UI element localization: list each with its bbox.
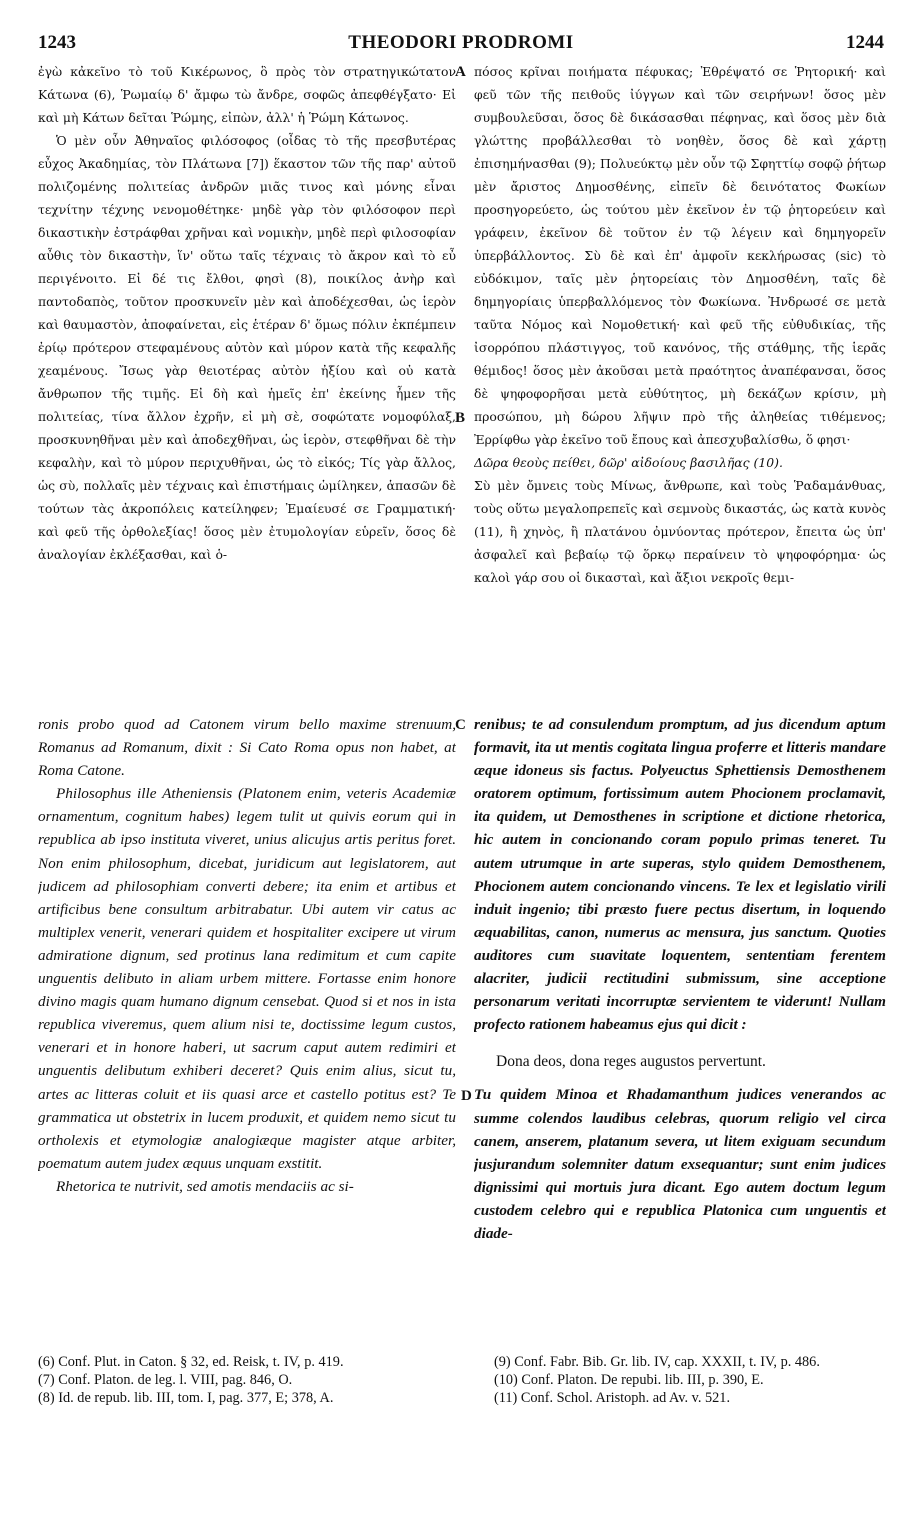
- section-marker-c: C: [455, 717, 466, 733]
- footnote-10: (10) Conf. Platon. De repubi. lib. III, p. 390, E.: [494, 1372, 764, 1388]
- greek-left-paragraph-1: ἐγὼ κἀκεῖνο τὸ τοῦ Κικέρωνος, ὃ πρὸς τὸν στρατηγικώτατον Κάτωνα (6), Ῥωμαίῳ δ' ἄμφω τὼ ἄνδρε, σοφῶς ἀπεφθέγξατο· Εἰ καὶ μὴ Κάτων δεῖται Ῥώμης, εἰπὼν, ἀλλ' ἡ Ῥώμη Κάτωνος.: [38, 64, 456, 125]
- latin-left-paragraph-1: ronis probo quod ad Catonem virum bello maxime strenuum, Romanus ad Romanum, dixit : Si Cato Roma opus non habet, at Roma Catone.: [38, 716, 456, 780]
- section-marker-a: A: [455, 64, 466, 80]
- section-marker-d: D: [461, 1088, 472, 1104]
- latin-verse-quote: Dona deos, dona reges augustos pervertunt.: [496, 1053, 766, 1071]
- greek-column-right: [474, 60, 886, 695]
- greek-verse-quote: Δῶρα θεοὺς πείθει, δῶρ' αἰδοίους βασιλῆας (10).: [474, 455, 783, 470]
- footnote-11: (11) Conf. Schol. Aristoph. ad Av. v. 521.: [494, 1390, 731, 1406]
- latin-right-paragraph: renibus; te ad consulendum promptum, ad jus dicendum aptum formavit, ita ut mentis cogitata lingua proferre et litteris mandare æque idoneus sis factus. Polyeuctus Sphettiensis Demosthenem oratorem optimum, fortissimum autem Phocionem proclamavit, ita quidem, ut Demosthenes in scriptione et dictione rhetorica, hic autem in concionando coram populo primas teneret. Tu autem utrumque in arte superas, stylo quidem Demosthenem, Phocionem autem concionando vincens. Te lex et legislatio virili induit ingenio; tibi præsto fuere pectus disertum, in loquendo æquabilitas, canon, numerus ac mensura, jus sanctum. Quoties auditores cum suavitate loquentem, sententiam ferentem alacriter, judicii rectitudini submissum, sine acceptione personarum veritati incorruptæ servientem te viderunt! Nullam profecto rationem habeamus ejus qui dicit :: [474, 716, 886, 1034]
- page-number-left: 1243: [38, 32, 76, 53]
- latin-column-right: [474, 713, 886, 1350]
- latin-left-paragraph-2: Philosophus ille Atheniensis (Platonem enim, veteris Academiæ ornamentum, cognitum habes) legem tulit ut quivis eorum qui in republica ab ipso instituta viveret, unius alicujus artis peritus foret. Non enim philosophum, dicebat, juridicum aut legislatorem, aut judicem ad philosophiam converti debere; ita enim et artibus et artificibus bene consultum arbitrabatur. Ubi autem vir catus ac multiplex venerit, venerari quidem et hospitaliter excipere ut virum admiratione dignum, sed protinus lana redimitum et cum capite unguentis delibuto in aliam urbem mittere. Fortasse enim honore divino magis quam humano dignum censebat. Quod si et nos in ista republica viveremus, quem alium nisi te, doctissime legum custos, venerari et in honore haberi, ut sacrum caput autem redimiri et unguentis delibutum exhiberi deceret? Quis enim alius, sicut tu, artes ac litteras coluit et iis quasi arce et castello potitus est? Te grammatica ut obstetrix in lucem produxit, et quidem nemo sicut tu ortholexis et etymologiæ analogiæque magister atque arbiter, poematum autem judex æquus unquam exstitit.: [38, 785, 456, 1172]
- section-marker-b: B: [455, 410, 466, 426]
- footnotes-right: [494, 1353, 886, 1407]
- footnotes-left: [38, 1353, 456, 1407]
- footnote-7: (7) Conf. Platon. de leg. l. VIII, pag. 846, O.: [38, 1372, 293, 1388]
- latin-left-paragraph-3: Rhetorica te nutrivit, sed amotis mendaciis ac si-: [56, 1177, 354, 1195]
- greek-right-tail: Σὺ μὲν ὄμνεις τοὺς Μίνως, ἄνθρωπε, καὶ τοὺς Ῥαδαμάνθυας, τοὺς οὕτω μεγαλοπρεπεῖς καὶ σεμνοὺς δικαστάς, ὡς κατὰ κυνὸς (11), ἢ χηνὸς, ἢ πλατάνου ὀμνύοντας πρότερον, ἔπειτα ὡς ὑπ' ἀσφαλεῖ καὶ βεβαίῳ τῷ ὅρκῳ περαίνειν τὸ ψηφοφόρημα· ὡς καλοὶ γάρ σου οἱ δικασταὶ, καὶ ἄξιοι νεκροῖς θεμι-: [474, 478, 886, 585]
- footnote-6: (6) Conf. Plut. in Caton. § 32, ed. Reisk, t. IV, p. 419.: [38, 1354, 344, 1370]
- greek-right-paragraph: πόσος κρῖναι ποιήματα πέφυκας; Ἐθρέψατό σε Ῥητορική· καὶ φεῦ τῶν τῆς πειθοῦς ἰύγγων καὶ τῶν σειρήνων! ὅσος μὲν συμβουλεῦσαι, ὅσος δὲ δικάσασθαι πέφηνας, καὶ ὅσος μὲν διὰ γλώττης προβάλλεσθαι τὸ νοηθὲν, ὅσος δὲ καὶ χάρτῃ ἐπισημήνασθαι (9); Πολυεύκτῳ μὲν οὖν τῷ Σφηττίῳ σοφῷ ῥήτωρ μὲν ἄριστος Δημοσθένης, εἰπεῖν δὲ δεινότατος Φωκίων προσηγορεύετο, ὡς τούτου μὲν ἐκεῖνον ἐν τῷ ῥητορεύειν καὶ γράφειν, ἐκεῖνον δὲ τοῦτον ἐν τῷ λέγειν καὶ δημηγορεῖν ὑπερβάλλοντος. Σὺ δὲ καὶ ἐπ' ἀμφοῖν κεκλήρωσας (sic) τὸ εὐδόκιμον, ταῖς μὲν ῥητορείαις τὸν Δημοσθένη, ταῖς δὲ δημηγορίαις ὑπερβαλλόμενος τὸν Φωκίωνα. Ἠνδρωσέ σε μετὰ ταῦτα Νόμος καὶ Νομοθετική· καὶ φεῦ τῆς εὐθυδικίας, τῆς ἰσορρόπου πλάστιγγος, τοῦ κανόνος, τῆς στάθμης, τῆς ἱερᾶς θέμιδος! ὅσος μὲν ἀκοῦσαι μετὰ πραότητος ἀναπέφανσαι, ὅσος δὲ ψηφοφορῆσαι μετὰ εὐθύτητος, μὴ δεκάζων κρίσιν, μὴ προσώπου, μὴ δώρου λῆψιν πρὸ τῆς ἀληθείας τιθέμενος; Ἐρρίφθω γὰρ ἐκεῖνο τοῦ ἔπους καὶ ἀπεσχυβαλίσθω, ὅ φησι·: [474, 64, 886, 447]
- footnote-8: (8) Id. de repub. lib. III, tom. I, pag. 377, E; 378, A.: [38, 1390, 334, 1406]
- page-number-right: 1244: [846, 32, 884, 53]
- running-header: [38, 32, 884, 54]
- running-title: THEODORI PRODROMI: [348, 32, 574, 53]
- greek-column-left: [38, 60, 456, 695]
- latin-right-tail: Tu quidem Minoa et Rhadamanthum judices venerandos ac summe colendos laudibus celebras, quorum religio vel circa canem, anserem, platanum severa, ut litem exiguam secundum jusjurandum solemniter datum exsequantur; sunt enim judices dignissimi qui mortuis jura dicant. Ego autem doctum legum custodem celebro qui e republica Platonica cum unguentis et diade-: [474, 1086, 886, 1242]
- greek-left-paragraph-2: Ὁ μὲν οὖν Ἀθηναῖος φιλόσοφος (οἶδας τὸ τῆς πρεσβυτέρας εὖχος Ἀκαδημίας, τὸν Πλάτωνα [7]) ἕκαστον τῶν τῆς παρ' αὐτοῦ πολιζομένης πολιτείας ἀνδρῶν μιᾶς τινος καὶ μόνης εἶναι τεχνίτην τέχνης νενομοθέτηκε· μηδὲ γὰρ τὸν φιλόσοφον περὶ δικαστικὴν ἐστράφθαι χρῆναι καὶ νομικὴν, μηδὲ περὶ φιλοσοφίαν αὖθις τὸν δικαστὴν, ἵν' οὕτω ταῖς τέχναις τὸ ἄκρον καὶ τὸ εὖ περιγένοιτο. Εἰ δέ τις ἔλθοι, φησὶ (8), ποικίλος ἀνὴρ καὶ παντοδαπὸς, τοῦτον προσκυνεῖν μὲν καὶ ἀποδέχεσθαι, ὡς ἱερὸν καὶ θαυμαστὸν, ἀποφαίνεται, εἰς ἑτέραν δ' ὅμως πόλιν ἐκπέμπειν ἐρίῳ πρότερον στεφαμένους αὐτὸν καὶ μύρον κατὰ τῆς κεφαλῆς χεαμένους. Ἴσως γὰρ θειοτέρας αὐτὸν ἠξίου καὶ οὐ κατὰ ἄνθρωπον τῆς τιμῆς. Εἰ δὴ καὶ ἡμεῖς ἐπ' ἐκείνης ἦμεν τῆς πολιτείας, τίνα ἄλλον ἐχρῆν, εἰ μὴ σὲ, σοφώτατε νομοφύλαξ, προσκυνηθῆναι μὲν καὶ ἀποδεχθῆναι, ὡς ἱερὸν, στεφθῆναι δὲ τὴν κεφαλὴν, καὶ τὸ μύρον περιχυθῆναι, ὡς τὸ εἰκός; Τίς γὰρ ἄλλος, ὡς σὺ, πολλαῖς μὲν τέχναις καὶ ἐπιστήμαις ὡμίληκεν, ἁπασῶν δὲ τούτων τὰς ἀκροπόλεις κατείληφεν; Ἐμαίευσέ σε Γραμματική· καὶ φεῦ τῆς ὀρθολεξίας! ὅσος μὲν ἐτυμολογίαν εὑρεῖν, ὅσος δὲ ἀναλογίαν ἐκλέξασθαι, καὶ ὁ-: [38, 133, 456, 562]
- latin-column-left: [38, 713, 456, 1350]
- footnote-9: (9) Conf. Fabr. Bib. Gr. lib. IV, cap. XXXII, t. IV, p. 486.: [494, 1354, 820, 1370]
